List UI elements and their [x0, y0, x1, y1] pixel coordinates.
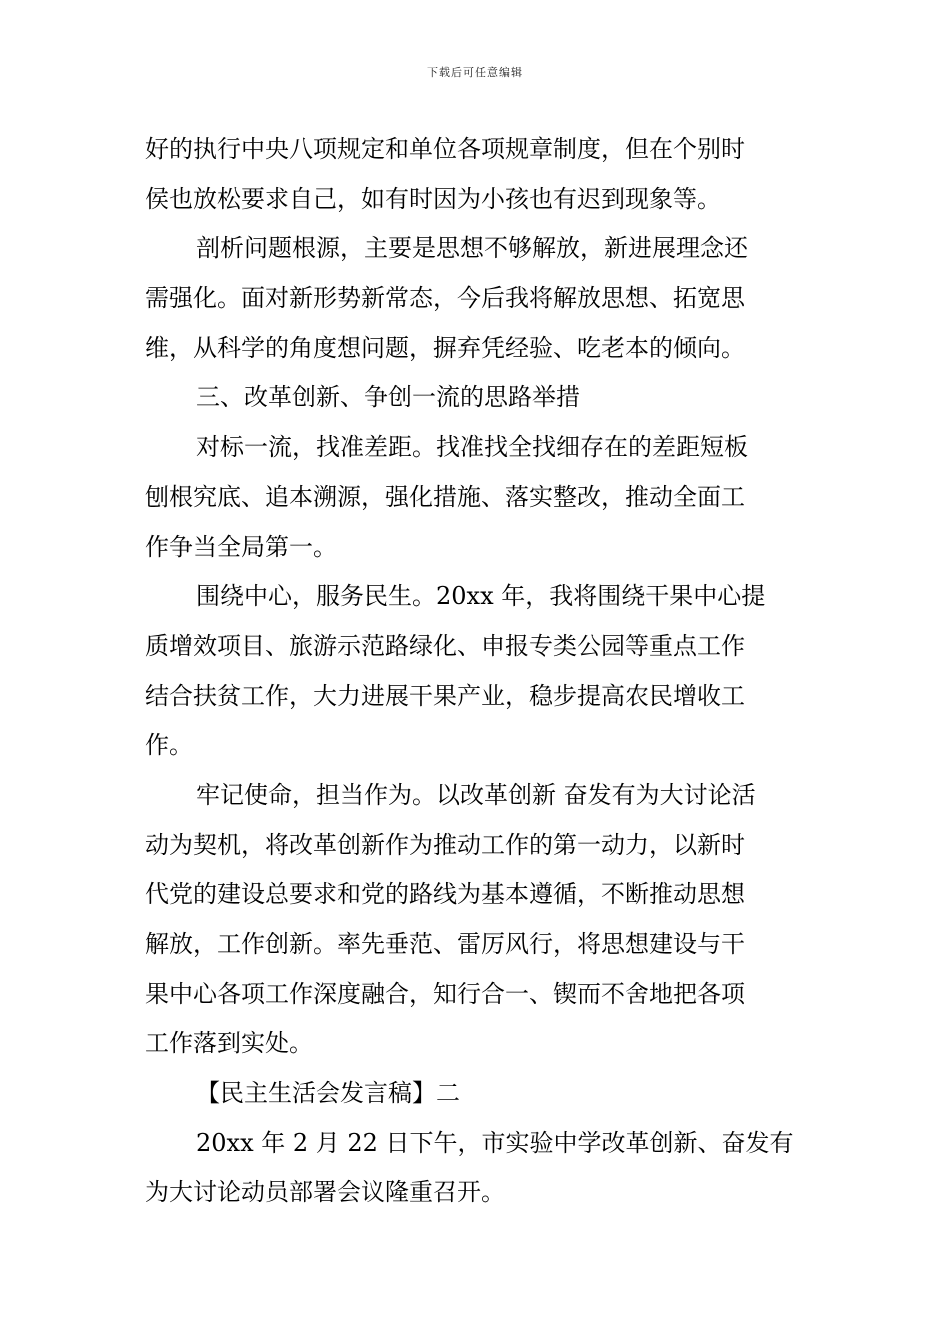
paragraph-line: 围绕中心，服务民生。20xx 年，我将围绕干果中心提 — [196, 582, 766, 611]
section-heading: 【民主生活会发言稿】二 — [196, 1079, 460, 1108]
paragraph-line: 动为契机，将改革创新作为推动工作的第一动力，以新时 — [145, 830, 745, 859]
page-header: 下载后可任意编辑 — [427, 66, 523, 79]
document-body — [145, 125, 810, 1218]
paragraph-line: 代党的建设总要求和党的路线为基本遵循，不断推动思想 — [145, 880, 745, 909]
paragraph-line: 维，从科学的角度想问题，摒弃凭经验、吃老本的倾向。 — [145, 333, 745, 362]
paragraph-line: 果中心各项工作深度融合，知行合一、锲而不舍地把各项 — [145, 979, 745, 1008]
paragraph-line: 质增效项目、旅游示范路绿化、申报专类公园等重点工作 — [145, 631, 745, 660]
paragraph-line: 结合扶贫工作，大力进展干果产业，稳步提高农民增收工 — [145, 681, 745, 710]
paragraph-line: 为大讨论动员部署会议隆重召开。 — [145, 1178, 505, 1207]
paragraph-line: 工作落到实处。 — [145, 1029, 313, 1058]
paragraph-line: 好的执行中央八项规定和单位各项规章制度，但在个别时 — [145, 135, 745, 163]
paragraph-line: 作争当全局第一。 — [145, 532, 337, 561]
paragraph-line: 解放，工作创新。率先垂范、雷厉风行，将思想建设与干 — [145, 930, 745, 958]
paragraph-line: 剖析问题根源，主要是思想不够解放，新进展理念还 — [196, 234, 748, 263]
paragraph-line: 侯也放松要求自己，如有时因为小孩也有迟到现象等。 — [145, 184, 721, 213]
paragraph-line: 20xx 年 2 月 22 日下午，市实验中学改革创新、奋发有 — [196, 1128, 794, 1157]
section-heading: 三、改革创新、争创一流的思路举措 — [196, 383, 580, 412]
paragraph-line: 需强化。面对新形势新常态，今后我将解放思想、拓宽思 — [145, 284, 745, 313]
paragraph-line: 对标一流，找准差距。找准找全找细存在的差距短板 — [196, 433, 748, 462]
paragraph-line: 作。 — [145, 731, 193, 760]
paragraph-line: 刨根究底、追本溯源，强化措施、落实整改，推动全面工 — [145, 482, 745, 511]
paragraph-line: 牢记使命，担当作为。以改革创新 奋发有为大讨论活 — [196, 780, 756, 809]
